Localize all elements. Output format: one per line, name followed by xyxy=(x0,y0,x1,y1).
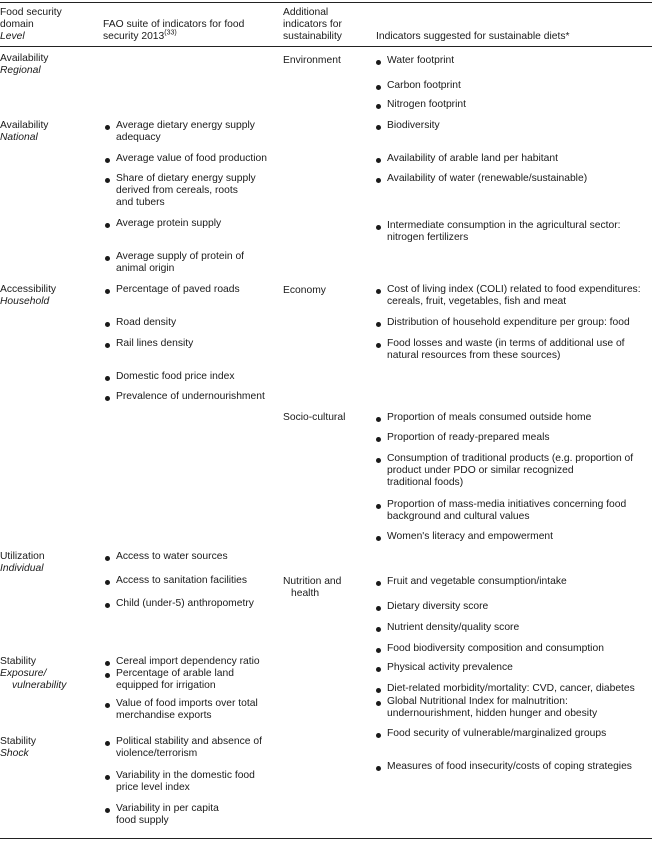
fao-indicator: Child (under-5) anthropometry xyxy=(116,598,254,609)
bullet-icon xyxy=(376,766,381,771)
suggested-indicator: Availability of water (renewable/sustainable) xyxy=(387,173,588,184)
bullet-icon xyxy=(376,536,381,541)
header-suggested: Indicators suggested for sustainable diets* xyxy=(376,31,570,42)
domain-level: Shock xyxy=(0,748,29,759)
suggested-indicator: Consumption of traditional products (e.g. proportion of xyxy=(387,453,634,464)
header-domain-line-1: Food security xyxy=(0,7,62,18)
fao-indicator: Variability in the domestic food xyxy=(116,770,255,781)
header-domain-line-2: domain xyxy=(0,19,34,30)
bullet-icon xyxy=(376,417,381,422)
bullet-icon xyxy=(376,343,381,348)
bullet-icon xyxy=(376,458,381,463)
fao-indicator: violence/terrorism xyxy=(116,748,198,759)
suggested-indicator: Diet-related morbidity/mortality: CVD, cancer, diabetes xyxy=(387,683,635,694)
fao-indicator: Average protein supply xyxy=(116,218,222,229)
fao-indicator: food supply xyxy=(116,815,169,826)
bullet-icon xyxy=(376,606,381,611)
bullet-icon xyxy=(105,376,110,381)
table-top-rule xyxy=(0,2,652,3)
suggested-indicator: traditional foods) xyxy=(387,477,464,488)
bullet-icon xyxy=(376,289,381,294)
suggested-indicator: Proportion of mass-media initiatives concerning food xyxy=(387,499,627,510)
bullet-icon xyxy=(105,775,110,780)
bullet-icon xyxy=(105,396,110,401)
bullet-icon xyxy=(105,808,110,813)
fao-indicator: Percentage of paved roads xyxy=(116,284,240,295)
suggested-indicator: Cost of living index (COLI) related to food expenditures: xyxy=(387,284,641,295)
suggested-indicator: product under PDO or similar recognized xyxy=(387,465,574,476)
header-additional-line-3: sustainability xyxy=(283,31,342,42)
suggested-indicator: Food losses and waste (in terms of additional use of xyxy=(387,338,625,349)
suggested-indicator: natural resources from these sources) xyxy=(387,350,561,361)
suggested-indicator: Women's literacy and empowerment xyxy=(387,531,554,542)
domain-level: Exposure/ xyxy=(0,668,47,679)
header-fao-line-2 xyxy=(103,31,177,43)
bullet-icon xyxy=(376,733,381,738)
domain-level: vulnerability xyxy=(12,680,67,691)
bullet-icon xyxy=(376,158,381,163)
fao-indicator: Rail lines density xyxy=(116,338,194,349)
suggested-indicator: Physical activity prevalence xyxy=(387,662,513,673)
suggested-indicator: Global Nutritional Index for malnutrition: xyxy=(387,696,568,707)
header-fao-line-1: FAO suite of indicators for food xyxy=(103,19,245,30)
suggested-indicator: Biodiversity xyxy=(387,120,440,131)
domain-name: Stability xyxy=(0,736,37,747)
domain-level: Individual xyxy=(0,563,44,574)
fao-indicator: Variability in per capita xyxy=(116,803,219,814)
bullet-icon xyxy=(376,178,381,183)
bullet-icon xyxy=(376,504,381,509)
fao-indicator: Political stability and absence of xyxy=(116,736,262,747)
bullet-icon xyxy=(376,627,381,632)
suggested-indicator: Nitrogen footprint xyxy=(387,99,466,110)
bullet-icon xyxy=(105,580,110,585)
fao-indicator: Domestic food price index xyxy=(116,371,235,382)
suggested-indicator: Intermediate consumption in the agricultural sector: xyxy=(387,220,621,231)
fao-indicator: adequacy xyxy=(116,132,161,143)
domain-name: Accessibility xyxy=(0,284,57,295)
bullet-icon xyxy=(105,603,110,608)
header-additional-line-2: indicators for xyxy=(283,19,342,30)
bullet-icon xyxy=(376,648,381,653)
fao-indicator: equipped for irrigation xyxy=(116,680,216,691)
suggested-indicator: Measures of food insecurity/costs of coping strategies xyxy=(387,761,632,772)
fao-indicator: Share of dietary energy supply xyxy=(116,173,256,184)
bullet-icon xyxy=(376,125,381,130)
additional-indicator: Nutrition and xyxy=(283,576,342,587)
additional-indicator: Environment xyxy=(283,55,341,66)
domain-name: Availability xyxy=(0,120,49,131)
fao-indicator: derived from cereals, roots xyxy=(116,185,238,196)
bullet-icon xyxy=(376,688,381,693)
bullet-icon xyxy=(105,741,110,746)
bullet-icon xyxy=(376,60,381,65)
fao-indicator: Access to sanitation facilities xyxy=(116,575,248,586)
bullet-icon xyxy=(376,667,381,672)
suggested-indicator: background and cultural values xyxy=(387,511,530,522)
header-bottom-rule xyxy=(0,46,652,47)
suggested-indicator: Nutrient density/quality score xyxy=(387,622,520,633)
bullet-icon xyxy=(105,343,110,348)
suggested-indicator: nitrogen fertilizers xyxy=(387,232,469,243)
fao-indicator: Cereal import dependency ratio xyxy=(116,656,260,667)
bullet-icon xyxy=(105,322,110,327)
fao-indicator: Average supply of protein of xyxy=(116,251,245,262)
header-level: Level xyxy=(0,31,25,42)
fao-indicator: price level index xyxy=(116,782,190,793)
header-fao-reference: (33) xyxy=(164,29,177,37)
bullet-icon xyxy=(376,85,381,90)
fao-indicator: Road density xyxy=(116,317,177,328)
domain-level: National xyxy=(0,132,38,143)
bullet-icon xyxy=(376,104,381,109)
bullet-icon xyxy=(376,701,381,706)
suggested-indicator: Food security of vulnerable/marginalized groups xyxy=(387,728,607,739)
bullet-icon xyxy=(105,703,110,708)
suggested-indicator: Carbon footprint xyxy=(387,80,461,91)
fao-indicator: animal origin xyxy=(116,263,175,274)
bullet-icon xyxy=(105,256,110,261)
fao-indicator: Value of food imports over total xyxy=(116,698,258,709)
suggested-indicator: Proportion of ready-prepared meals xyxy=(387,432,550,443)
fao-indicator: merchandise exports xyxy=(116,710,212,721)
fao-indicator: and tubers xyxy=(116,197,165,208)
domain-name: Stability xyxy=(0,656,37,667)
fao-indicator: Access to water sources xyxy=(116,551,228,562)
suggested-indicator: Proportion of meals consumed outside home xyxy=(387,412,592,423)
fao-indicator: Average dietary energy supply xyxy=(116,120,255,131)
additional-indicator: health xyxy=(291,588,320,599)
bullet-icon xyxy=(105,158,110,163)
fao-indicator: Percentage of arable land xyxy=(116,668,234,679)
bullet-icon xyxy=(105,556,110,561)
domain-level: Household xyxy=(0,296,50,307)
suggested-indicator: Fruit and vegetable consumption/intake xyxy=(387,576,567,587)
bullet-icon xyxy=(105,125,110,130)
domain-level: Regional xyxy=(0,65,41,76)
suggested-indicator: Food biodiversity composition and consumption xyxy=(387,643,604,654)
bullet-icon xyxy=(105,673,110,678)
bullet-icon xyxy=(376,225,381,230)
additional-indicator: Socio-cultural xyxy=(283,412,346,423)
fao-indicator: Average value of food production xyxy=(116,153,267,164)
bullet-icon xyxy=(105,178,110,183)
bullet-icon xyxy=(105,289,110,294)
additional-indicator: Economy xyxy=(283,285,326,296)
domain-name: Utilization xyxy=(0,551,45,562)
bullet-icon xyxy=(376,322,381,327)
domain-name: Availability xyxy=(0,53,49,64)
suggested-indicator: undernourishment, hidden hunger and obesity xyxy=(387,708,598,719)
suggested-indicator: Distribution of household expenditure per group: food xyxy=(387,317,630,328)
suggested-indicator: Dietary diversity score xyxy=(387,601,489,612)
bullet-icon xyxy=(376,437,381,442)
header-fao-text: security 2013 xyxy=(103,31,165,42)
suggested-indicator: Water footprint xyxy=(387,55,455,66)
header-additional-line-1: Additional xyxy=(283,7,329,18)
bullet-icon xyxy=(105,223,110,228)
bullet-icon xyxy=(105,661,110,666)
suggested-indicator: cereals, fruit, vegetables, fish and meat xyxy=(387,296,567,307)
fao-indicator: Prevalence of undernourishment xyxy=(116,391,265,402)
table-bottom-rule xyxy=(0,838,652,839)
suggested-indicator: Availability of arable land per habitant xyxy=(387,153,558,164)
bullet-icon xyxy=(376,581,381,586)
